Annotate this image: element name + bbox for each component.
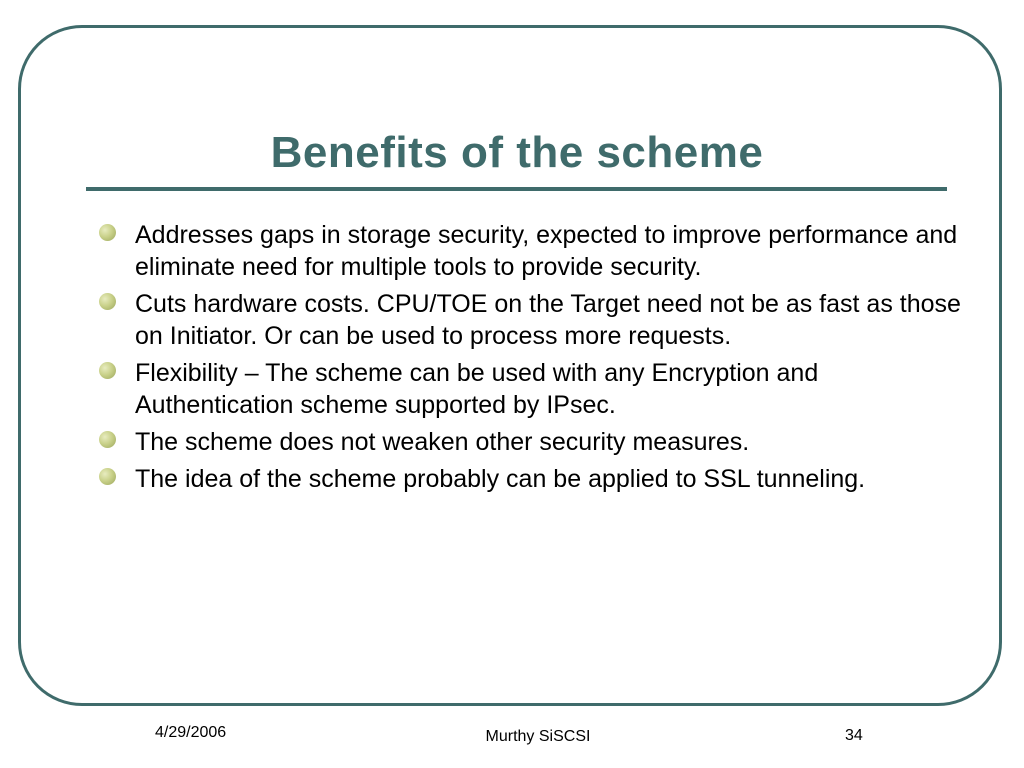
footer-presenter: Murthy SiSCSI <box>485 728 591 745</box>
bullet-text: The scheme does not weaken other security measures. <box>135 428 750 456</box>
bullet-dot-icon <box>99 224 116 241</box>
bullet-dot-icon <box>99 362 116 379</box>
bullet-dot-icon <box>99 293 116 310</box>
footer-page-number: 34 <box>845 727 863 744</box>
slide-title: Benefits of the scheme <box>270 128 764 177</box>
bullet-text: The idea of the scheme probably can be applied to SSL tunneling. <box>135 465 866 493</box>
title-underline <box>86 187 947 191</box>
bullet-item <box>0 357 1024 421</box>
bullet-text: Flexibility – The scheme can be used with any Encryption and Authentication scheme supported by IPsec. <box>135 359 819 419</box>
footer-date: 4/29/2006 <box>155 724 227 741</box>
bullet-text: Addresses gaps in storage security, expected to improve performance and eliminate need for multiple tools to provide security. <box>135 221 958 281</box>
bullet-item <box>0 219 1024 283</box>
bullet-item <box>0 288 1024 352</box>
bullet-text: Cuts hardware costs. CPU/TOE on the Target need not be as fast as those on Initiator. Or can be used to process more requests. <box>135 290 961 350</box>
bullet-list <box>0 219 1024 500</box>
bullet-item <box>0 426 1024 458</box>
bullet-dot-icon <box>99 468 116 485</box>
bullet-dot-icon <box>99 431 116 448</box>
bullet-item <box>0 463 1024 495</box>
